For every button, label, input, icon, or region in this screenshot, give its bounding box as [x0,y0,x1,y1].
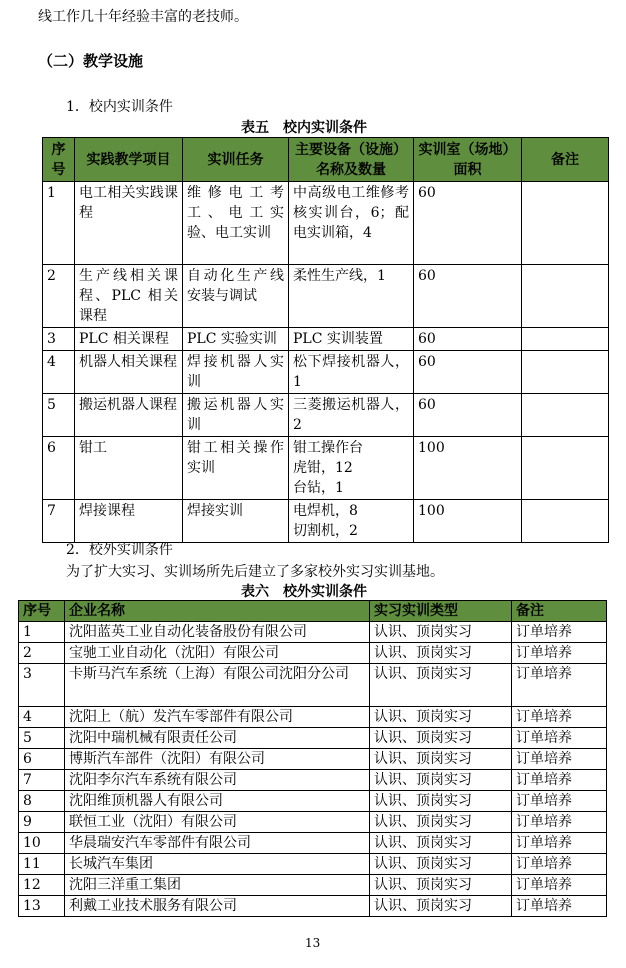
table5-caption: 表五 校内实训条件 [241,120,367,136]
project-cell: 机器人相关课程 [75,351,183,394]
note-cell [522,500,609,543]
note-cell [522,437,609,500]
company-cell: 沈阳蓝英工业自动化装备股份有限公司 [65,622,370,643]
project-cell: PLC 相关课程 [75,328,183,351]
area-cell: 60 [414,265,522,328]
subheading-oncampus: 1．校内实训条件 [66,99,173,115]
col-header-company: 企业名称 [65,601,370,622]
type-cell: 认识、顶岗实习 [370,728,512,749]
table-row [19,622,607,643]
note-cell: 订单培养 [512,875,607,896]
note-cell: 订单培养 [512,896,607,917]
type-cell: 认识、顶岗实习 [370,791,512,812]
note-cell: 订单培养 [512,791,607,812]
table-row [19,896,607,917]
equipment-cell: PLC 实训装置 [289,328,414,351]
table-row [19,812,607,833]
company-cell: 宝驰工业自动化（沈阳）有限公司 [65,643,370,664]
area-cell: 60 [414,182,522,265]
offcampus-paragraph: 为了扩大实习、实训场所先后建立了多家校外实习实训基地。 [66,564,444,580]
table6-caption: 表六 校外实训条件 [241,584,367,600]
area-cell: 60 [414,394,522,437]
table-row [19,728,607,749]
page-number: 13 [305,936,321,950]
task-cell: 焊接实训 [183,500,289,543]
table-row [19,791,607,812]
note-cell [522,328,609,351]
col-header-note: 备注 [522,138,609,182]
note-cell [522,182,609,265]
table-row [19,707,607,728]
project-cell: 焊接课程 [75,500,183,543]
note-cell [522,394,609,437]
row-number: 6 [19,749,65,770]
section-heading: （二）教学设施 [38,52,144,70]
area-cell: 60 [414,351,522,394]
company-cell: 沈阳维顶机器人有限公司 [65,791,370,812]
row-number: 3 [19,664,65,707]
task-cell: 钳工相关操作实训 [183,437,289,500]
col-header-note: 备注 [512,601,607,622]
row-number: 12 [19,875,65,896]
row-number: 10 [19,833,65,854]
note-cell: 订单培养 [512,622,607,643]
table-row [43,500,609,543]
area-cell: 100 [414,500,522,543]
table-row [43,182,609,265]
company-cell: 利戴工业技术服务有限公司 [65,896,370,917]
note-cell: 订单培养 [512,707,607,728]
col-header-no: 序号 [43,138,75,182]
table-row [43,437,609,500]
col-header-project: 实践教学项目 [75,138,183,182]
note-cell [522,265,609,328]
company-cell: 沈阳中瑞机械有限责任公司 [65,728,370,749]
note-cell: 订单培养 [512,749,607,770]
note-cell [522,351,609,394]
company-cell: 沈阳三洋重工集团 [65,875,370,896]
note-cell: 订单培养 [512,833,607,854]
type-cell: 认识、顶岗实习 [370,622,512,643]
area-cell: 60 [414,328,522,351]
row-number: 5 [19,728,65,749]
area-cell: 100 [414,437,522,500]
equipment-cell: 钳工操作台 虎钳，12 台钻，1 [289,437,414,500]
note-cell: 订单培养 [512,770,607,791]
table-row [43,265,609,328]
col-header-area: 实训室（场地）面积 [414,138,522,182]
row-number: 7 [19,770,65,791]
row-number: 9 [19,812,65,833]
table-row [43,394,609,437]
type-cell: 认识、顶岗实习 [370,812,512,833]
row-number: 1 [19,622,65,643]
note-cell: 订单培养 [512,812,607,833]
row-number: 2 [19,643,65,664]
offcampus-training-table [18,600,607,917]
company-cell: 博斯汽车部件（沈阳）有限公司 [65,749,370,770]
row-number: 3 [43,328,75,351]
table-row [19,833,607,854]
row-number: 4 [19,707,65,728]
project-cell: 生产线相关课程、PLC 相关课程 [75,265,183,328]
equipment-cell: 电焊机，8 切割机，2 [289,500,414,543]
row-number: 13 [19,896,65,917]
equipment-cell: 柔性生产线，1 [289,265,414,328]
subheading-offcampus: 2．校外实训条件 [66,542,173,558]
table-row [19,664,607,707]
table-row [43,351,609,394]
table-row [19,749,607,770]
task-cell: PLC 实验实训 [183,328,289,351]
note-cell: 订单培养 [512,728,607,749]
project-cell: 电工相关实践课程 [75,182,183,265]
row-number: 4 [43,351,75,394]
row-number: 2 [43,265,75,328]
col-header-type: 实习实训类型 [370,601,512,622]
table-row [19,643,607,664]
company-cell: 华晨瑞安汽车零部件有限公司 [65,833,370,854]
table-row [19,770,607,791]
type-cell: 认识、顶岗实习 [370,875,512,896]
company-cell: 沈阳李尔汽车系统有限公司 [65,770,370,791]
type-cell: 认识、顶岗实习 [370,770,512,791]
intro-text: 线工作几十年经验丰富的老技师。 [38,9,248,25]
note-cell: 订单培养 [512,664,607,707]
table-row [19,854,607,875]
company-cell: 联恒工业（沈阳）有限公司 [65,812,370,833]
type-cell: 认识、顶岗实习 [370,749,512,770]
company-cell: 沈阳上（航）发汽车零部件有限公司 [65,707,370,728]
project-cell: 搬运机器人课程 [75,394,183,437]
table-row [43,328,609,351]
equipment-cell: 三菱搬运机器人，2 [289,394,414,437]
task-cell: 焊接机器人实训 [183,351,289,394]
company-cell: 长城汽车集团 [65,854,370,875]
type-cell: 认识、顶岗实习 [370,833,512,854]
row-number: 8 [19,791,65,812]
type-cell: 认识、顶岗实习 [370,707,512,728]
task-cell: 自动化生产线安装与调试 [183,265,289,328]
row-number: 1 [43,182,75,265]
type-cell: 认识、顶岗实习 [370,664,512,707]
col-header-equipment: 主要设备（设施）名称及数量 [289,138,414,182]
equipment-cell: 松下焊接机器人，1 [289,351,414,394]
table-row [19,875,607,896]
note-cell: 订单培养 [512,854,607,875]
task-cell: 维修电工考工、电工实验、电工实训 [183,182,289,265]
row-number: 5 [43,394,75,437]
row-number: 7 [43,500,75,543]
col-header-no: 序号 [19,601,65,622]
row-number: 11 [19,854,65,875]
task-cell: 搬运机器人实训 [183,394,289,437]
type-cell: 认识、顶岗实习 [370,896,512,917]
oncampus-training-table [42,137,609,543]
company-cell: 卡斯马汽车系统（上海）有限公司沈阳分公司 [65,664,370,707]
type-cell: 认识、顶岗实习 [370,854,512,875]
equipment-cell: 中高级电工维修考核实训台，6；配电实训箱，4 [289,182,414,265]
project-cell: 钳工 [75,437,183,500]
row-number: 6 [43,437,75,500]
note-cell: 订单培养 [512,643,607,664]
col-header-task: 实训任务 [183,138,289,182]
type-cell: 认识、顶岗实习 [370,643,512,664]
